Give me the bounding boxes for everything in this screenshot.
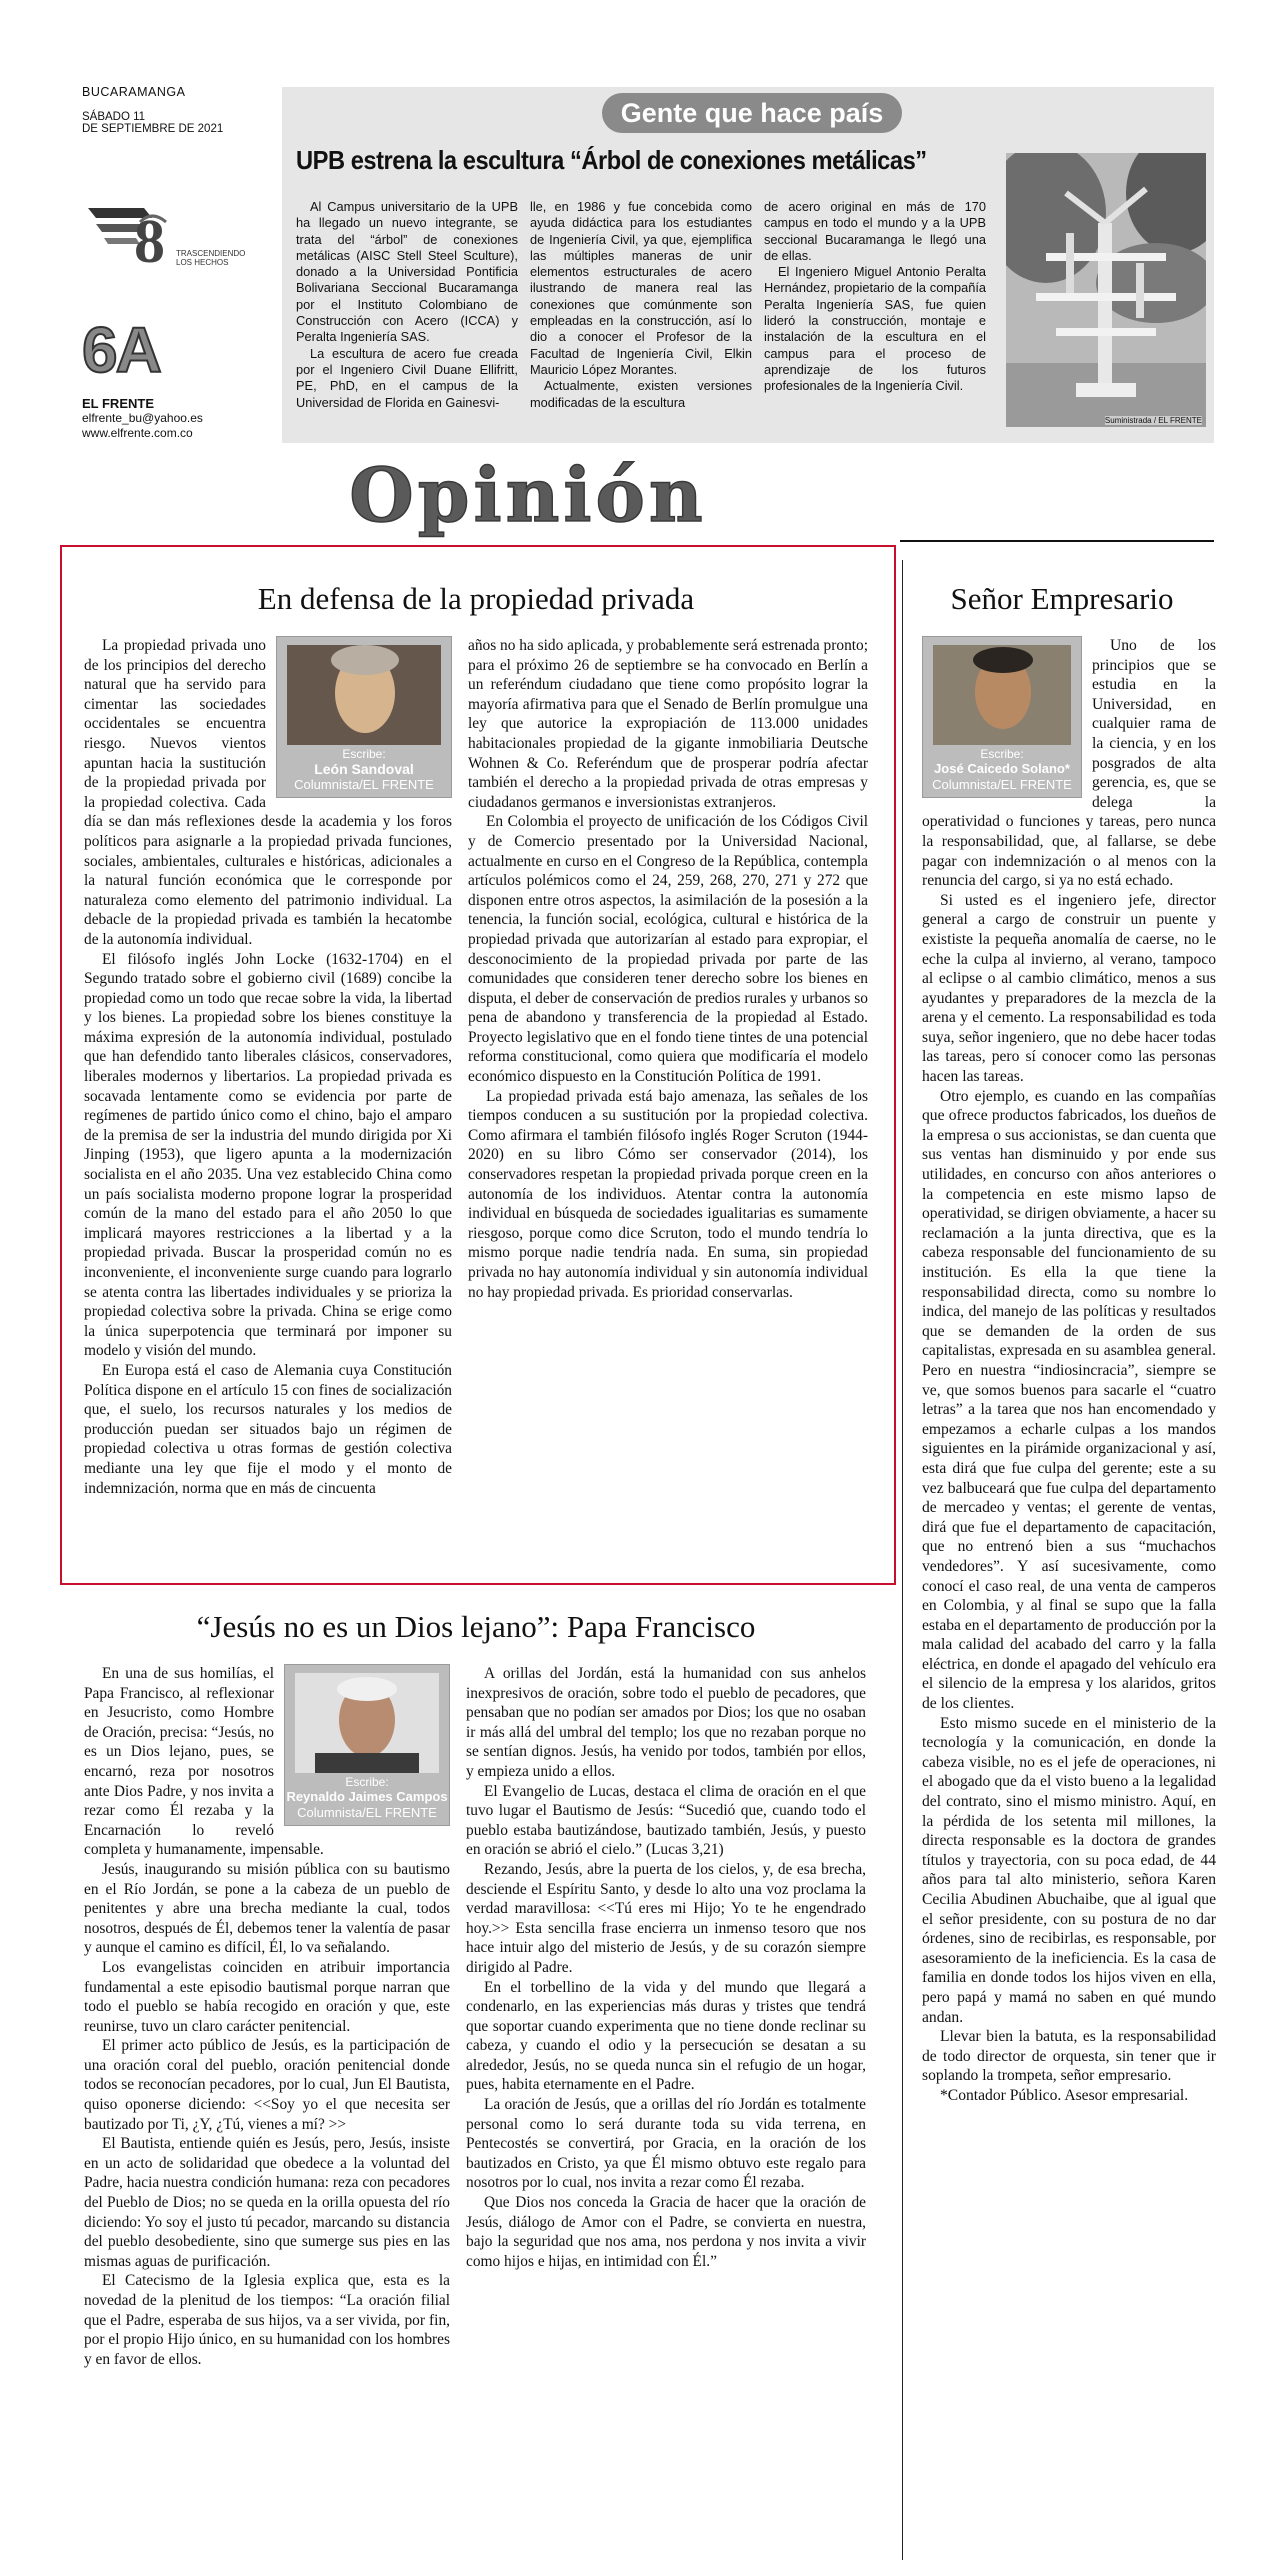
email-address: elfrente_bu@yahoo.es: [82, 411, 203, 425]
feature-column-3: [764, 199, 986, 395]
article-3-byline-caption: [285, 1775, 449, 1820]
section-title: Opinión: [349, 453, 707, 539]
article-1-title: En defensa de la propiedad privada: [257, 581, 695, 616]
feature-title: UPB estrena la escultura “Árbol de conexiones metálicas”: [296, 145, 927, 175]
article-2-author-photo: [933, 645, 1071, 745]
logo-icon: [82, 200, 232, 280]
byline-label: Escribe:: [345, 1775, 389, 1789]
feature-paragraph: Al Campus universitario de la UPB ha llegado un nuevo integrante, se trata del “árbol” de conexiones metálicas (AISC Stell Steel Sculture), donado a la Universidad Pontificia Bolivariana Seccional Bucaramanga por el Instituto Colombiano de Construcción con Acero (ICCA) y Peralta Ingeniería SAS.: [296, 199, 518, 345]
author-hair-icon: [973, 647, 1033, 673]
article-paragraph: Rezando, Jesús, abre la puerta de los cielos, y, de esa brecha, desciende el Espíritu Santo, y desde lo alto una voz proclama la verdad maravillosa: <<Tú eres mi Hijo; Yo te he engendrado hoy.>> Esta sencilla frase encierra un inmenso tesoro que nos hace intuir algo del misterio de Jesús, y de su corazón siempre dirigido al Padre.: [466, 1860, 866, 1976]
article-paragraph: Otro ejemplo, es cuando en las compañías que ofrece productos fabricados, los dueños de la empresa o sus accionistas, se dan cuenta que sus ventas han disminuido y por ende sus utilidades, en concurso con años anteriores o la competencia en este mismo lapso de operatividad, se dirigen obviamente, a hacer su reclamación a la junta directiva, que es la cabeza responsable del funcionamiento de su institución. Es ella la que tiene la responsabilidad directa, como su nombre lo indica, del manejo de las políticas y resultados que se demanden de la orden de sus capitalistas, expresada en su asamblea general. Pero en nuestra “indiosincracia”, siempre se ve, que somos buenos para sacarle el “cuatro letras” a la tarea que nos han encomendado y empezamos a echarle culpas a los mandos siguientes en la pirámide organizacional y así, esta dirá que fue culpa del gerente; este a su vez balbuceará que fue culpa del departamento de mercadeo y ventas; el gerente de ventas, dirá que fue el departamento de capacitación, que no entrenó bien a sus “muchachos vendedores”. Y así sucesivamente, como conocí el caso real, de una venta de camperos en Colombia, y al final se supo que la falla estaba en el departamento de producción por la mala calidad del acabado del carro y la falla eléctrica, en donde el apagado del vehículo era el silencio de la empresa y los alaridos, gritos de los clientes.: [922, 1087, 1216, 1713]
byline-label: Escribe:: [980, 747, 1024, 761]
feature-column-1: [296, 199, 518, 411]
article-paragraph: Los evangelistas coinciden en atribuir importancia fundamental a este episodio bautismal porque narran que todo el pueblo se había recogido en oración y que, este reunirse, tuvo un claro carácter penitencial.: [84, 1958, 450, 2035]
article-paragraph: La propiedad privada está bajo amenaza, las señales de los tiempos conducen a su sustitución por la propiedad colectiva. Como afirmara el también filósofo inglés Roger Scruton (1944-2020) en su libro Cómo ser conservador (2014), los conservadores respetan la propiedad privada porque creen en la autonomía de los individuos. Atentar contra la autonomía individual en búsqueda de sociedades igualitarias es sumamente riesgoso, porque como dice Scruton, todo el mundo tendría lo mismo porque nadie tendría nada. En suma, sin propiedad privada no hay autonomía individual y sin autonomía individual no hay propiedad privada. Es prioridad conservarlas.: [468, 1087, 868, 1301]
article-paragraph: Esto mismo sucede en el ministerio de la tecnología y la comunicación, en donde la cabeza visible, no es el jefe de operaciones, ni el abogado que da el visto bueno a la legalidad del contrato, sino el mismo ministro. Aquí, en la pérdida de los setenta mil millones, la directa responsable es la doctora de grandes títulos y trayectoria, con su poca edad, de 44 años para tal alto ministerio, señora Karen Cecilia Abudinen Abuchaibe, que al igual que el señor presidente, con su postura de no dar órdenes, sino de recibirlas, es responsable, por asesoramiento de la ineficiencia. Es la casa de familia en donde todos los hijos viven en ella, pero papá y mamá no saben en qué mundo andan.: [922, 1714, 1216, 2026]
article-3-title: “Jesús no es un Dios lejano”: Papa Francisco: [196, 1609, 756, 1644]
article-2-byline-caption: [923, 747, 1081, 792]
article-1-author-photo: [287, 645, 441, 745]
article-paragraph: Si usted es el ingeniero jefe, director general a cargo de construir un puente y exististe la pequeña anomalía de caerse, no le eche la culpa al invierno, al verano, tampoco al eclipse o al cambio climático, menos a sus ayudantes y preparadores de la mezcla de la arena y el cemento. La responsabilidad es toda suya, señor ingeniero, que no debe hacer todas las tareas, pero sí conocer como las personas hacen las tareas.: [922, 891, 1216, 1086]
article-paragraph: En el torbellino de la vida y del mundo que llegará a condenarlo, en las experiencias más duras y tristes que tendrá que soportar cuando experimenta que no tiene donde reclinar su cabeza, y cuando el odio y la persecución se desatan a su alrededor, Jesús, no se queda nunca sin el refugio de un hogar, pues, habita eternamente en el Padre.: [466, 1978, 866, 2094]
author-hair-icon: [331, 645, 399, 675]
article-1-byline-card: [276, 636, 452, 798]
article-paragraph: Que Dios nos conceda la Gracia de hacer que la oración de Jesús, diálogo de Amor con el Padre, se convierta en nuestra, bajo la seguridad que nos ama, nos perdona y nos invita a vivir como hijos e hijas, en intimidad con Él.”: [466, 2194, 866, 2270]
article-paragraph: El Catecismo de la Iglesia explica que, esta es la novedad de la plenitud de los tiempos: “La oración filial que el Padre, esperaba de sus hijos, va a ser vivida, por fin, por el propio Hijo único, en su humanidad con los hombres y en favor de ellos.: [84, 2272, 450, 2368]
article-paragraph: años no ha sido aplicada, y probablemente será estrenada pronto; para el próximo 26 de septiembre se ha convocado en Berlín a un referéndum ciudadano que tiene como propósito lograr la mayoría afirmativa para que el Senado de Berlín promulgue una ley que autorice la expropiación de 113.000 unidades habitacionales propiedad de la gigante inmobiliaria Deutsche Wohnen & Co. Referéndum que de prosperar podría afectar también el derecho a la propiedad privada de otras empresas y ciudadanos germanos e inversionistas extranjeros.: [468, 637, 869, 811]
feature-banner: Gente que hace país: [602, 93, 902, 133]
article-paragraph: El primer acto público de Jesús, es la participación de una oración coral del pueblo, oración penitencial donde todos se reconocían pecadores, por lo cual, Jun El Bautista, quiso oponerse diciendo: <<Soy yo el que necesita ser bautizado por Ti, ¿Y, ¿Tú, vienes a mí? >>: [84, 2037, 450, 2133]
right-column-divider: [902, 560, 903, 2560]
article-paragraph: Jesús, inaugurando su misión pública con su bautismo en el Río Jordán, se pone a la cabeza de un pueblo de penitentes y abre una brecha mediante la cual, todos nosotros, después de Él, debemos tener la valentía de pasar y aunque el camino es difícil, Él, lo va señalando.: [84, 1860, 450, 1957]
feature-panel: [282, 87, 1214, 443]
article-paragraph: El filósofo inglés John Locke (1632-1704) en el Segundo tratado sobre el gobierno civil (1689) concibe la propiedad como un todo que recae sobre la vida, la libertad y los bienes. La propiedad sobre los bienes constituye la máxima expresión de la autonomía individual, postulado que han defendido tanto liberales clásicos, conservadores, liberales modernos y libertarios. La propiedad privada es socavada lentamente como se evidencia por parte de regímenes de partido único como el chino, bajo el amparo de la premisa de ser la industria del mundo dirigida por Xi Jinping (1953), que ligero apunta a la modernización socialista en el año 2035. Una vez establecido China como un país socialista moderno propone lograr la prosperidad común de la mano del estado para el año 2050 lo que implicará mayores restricciones a la libertad y a la propiedad privada. Buscar la prosperidad común no es inconveniente, el inconveniente surge cuando para lograrlo se atenta contra las libertades individuales y se prioriza la propiedad colectiva sobre la privada. China se erige como la única superpotencia que terminará por imponer su modelo y visión del mundo.: [84, 950, 452, 1360]
article-3-author-photo: [295, 1673, 439, 1773]
byline-label: Escribe:: [342, 747, 386, 761]
article-paragraph: El Bautista, entiende quién es Jesús, pero, Jesús, insiste en un acto de solidaridad que obedece a la voluntad del Padre, hacia nuestra condición humana: reza con pecadores del Pueblo de Dios; no se queda en la orilla opuesta del río diciendo: Yo soy el justo tú pecador, marcando su distancia del pueblo desobediente, sino que sumerge sus pies en las mismas aguas de purificación.: [84, 2135, 450, 2270]
article-1-byline-caption: [277, 747, 451, 792]
article-paragraph: El Evangelio de Lucas, destaca el clima de oración en el que tuvo lugar el Bautismo de Jesús: “Sucedió que, cuando todo el pueblo estaba bautizándose, bautizado también, Jesús, y puesto en oración se abrió el cielo.” (Lucas 3,21): [466, 1782, 866, 1859]
article-3-byline-card: [284, 1664, 450, 1826]
svg-text:8: 8: [134, 208, 165, 276]
masthead-contact: [82, 396, 272, 441]
sculpture-photo: [1006, 153, 1206, 427]
metal-tree-sculpture-icon: [1006, 153, 1206, 427]
article-2-byline-card: [922, 636, 1082, 798]
section-rule: [900, 540, 1214, 542]
article-footnote: *Contador Público. Asesor empresarial.: [940, 2086, 1189, 2104]
date-line-2: DE SEPTIEMBRE DE 2021: [82, 123, 224, 135]
byline-role: Columnista/EL FRENTE: [932, 777, 1072, 792]
article-1-column-1: [84, 636, 452, 1498]
feature-paragraph: lle, en 1986 y fue concebida como ayuda didáctica para los estudiantes de Ingeniería Civil, ya que, ejemplifica las múltiples maneras de unir elementos estructurales de acero ilustrando de manera real las conexiones que comúnmente son empleadas en la construcción, así lo dio a conocer el Profesor de la Facultad de Ingeniería Civil, Elkin Mauricio López Morantes.: [530, 199, 752, 377]
byline-name: José Caicedo Solano*: [934, 761, 1070, 776]
article-2-title: Señor Empresario: [950, 581, 1174, 616]
article-paragraph: Llevar bien la batuta, es la responsabilidad de todo director de orquesta, sin tener que ir soplando la trompeta, señor empresario.: [922, 2028, 1216, 2085]
article-paragraph: En Europa está el caso de Alemania cuya Constitución Política dispone en el artículo 15 con fines de socialización que, el suelo, los recursos naturales y los medios de producción puedan ser situados bajo un régimen de propiedad colectiva u otras formas de gestión colectiva mediante una ley que fije el modo y el monto de indemnización, norma que en más de cincuenta: [84, 1361, 452, 1497]
article-3-column-1: [84, 1664, 450, 2369]
article-paragraph: La propiedad privada uno de los principios del derecho natural que ha servido para cimentar las sociedades occidentales se encuentra riesgo. Nuevos vientos apuntan hacia la sustitución de la propiedad privada por la propiedad colectiva. Cada día se dan más reflexiones desde la academia y los foros políticos para asignarle a la propiedad privada funciones, sociales, ambientales, culturales e históricas, adicionales a la natural función económica que le corresponde por naturaleza como elemento del patrimonio individual. La debacle de la propiedad privada es también la hecatombe de la autonomía individual.: [84, 637, 452, 948]
logo-tagline: [176, 249, 245, 267]
city-name: BUCARAMANGA: [82, 85, 186, 99]
feature-paragraph: de acero original en más de 170 campus en todo el mundo y a la UPB seccional Bucaramanga le llegó una de ellas.: [764, 199, 986, 263]
date-line-1: SÁBADO 11: [82, 111, 146, 123]
article-3-column-2: [466, 1664, 866, 2271]
logo-tagline-line-1: TRASCENDIENDO: [176, 249, 246, 258]
article-paragraph: A orillas del Jordán, está la humanidad con sus anhelos inexpresivos de oración, sobre todo el pueblo de pecadores, que pensaban que no podían ser amados por Dios; los que no osaban ir más allá del umbral del templo; los que no rezaban porque no se sentían dignos. Jesús, ha venido por todos, también por ellos, y empieza unido a ellos.: [466, 1665, 866, 1780]
newspaper-logo: [82, 200, 232, 280]
byline-role: Columnista/EL FRENTE: [294, 777, 434, 792]
feature-paragraph: El Ingeniero Miguel Antonio Peralta Hernández, propietario de la compañía Peralta Ingeniería SAS, fue quien lideró la construcción, montaje e instalación de la escultura en el campus para el proceso de aprendizaje de los futuros profesionales de la Ingeniería Civil.: [764, 264, 986, 394]
paper-name: EL FRENTE: [82, 396, 154, 411]
author-shirt-icon: [315, 1753, 419, 1773]
article-1-column-2: [468, 636, 868, 1302]
page-number: 6A: [82, 314, 160, 386]
byline-name: León Sandoval: [314, 761, 414, 777]
feature-paragraph: La escultura de acero fue creada por el Ingeniero Civil Duane Ellifritt, PE, PhD, en el campus de la Universidad de Florida en Gainesvi-: [296, 345, 518, 410]
article-2-body: [922, 636, 1216, 2106]
article-paragraph: La oración de Jesús, que a orillas del río Jordán es totalmente personal como lo será durante toda su vida terrena, en Pentecostés se convertirá, por Gracia, en la oración de los bautizados en Cristo, ya que Él mismo obtuvo este regalo para nosotros por lo cual, nos invita a rezar como Él rezaba.: [466, 2096, 866, 2192]
article-paragraph: Uno de los principios que se estudia en la Universidad, en cualquier rama de la ciencia, y en los posgrados de alta gerencia, es, que se delega la operatividad o funciones y tareas, pero nunca la responsabilidad, que, al fallarse, se debe pagar con indemnización o al menos con la renuncia del cargo, si ya no está echado.: [922, 637, 1216, 890]
article-paragraph: En Colombia el proyecto de unificación de los Códigos Civil y de Comercio presentado por la Universidad Nacional, actualmente en curso en el Congreso de la República, contempla artículos polémicos como el 24, 259, 268, 270, 271 y 272 que disponen entre otros aspectos, la asimilación de la posesión a la tenencia, la función social, ecológica, cultural e histórica de la propiedad privada que autorizarían al estado para expropiar, el desconocimiento de la propiedad privada por parte de las comunidades que consideren tener derecho sobre los bienes en disputa, el deber de conservación de predios rurales y urbanos so pena de abandono y transferencia de la propiedad al Estado. Proyecto legislativo que en el fondo tiene tintes de una potencial reforma constitucional, como quiera que modificaría el modelo económico dispuesto en la Constitución Política de 1991.: [468, 813, 868, 1086]
article-paragraph: En una de sus homilías, el Papa Francisco, al reflexionar en Jesucristo, como Hombre de Oración, precisa: “Jesús, no es un Dios lejano, pues, se encarnó, reza por nosotros ante Dios Padre, y nos invita a rezar como Él rezaba y la Encarnación lo reveló completa y humanamente, impensable.: [84, 1665, 324, 1859]
logo-tagline-line-2: LOS HECHOS: [176, 258, 229, 267]
website-url: www.elfrente.com.co: [82, 426, 193, 440]
photo-credit: Suministrada / EL FRENTE: [1104, 416, 1202, 425]
byline-role: Columnista/EL FRENTE: [297, 1805, 437, 1820]
feature-paragraph: Actualmente, existen versiones modificadas de la escultura: [530, 378, 752, 410]
masthead-left: [82, 85, 272, 135]
feature-column-2: [530, 199, 752, 411]
author-hair-icon: [337, 1677, 397, 1701]
byline-name: Reynaldo Jaimes Campos: [286, 1789, 448, 1804]
